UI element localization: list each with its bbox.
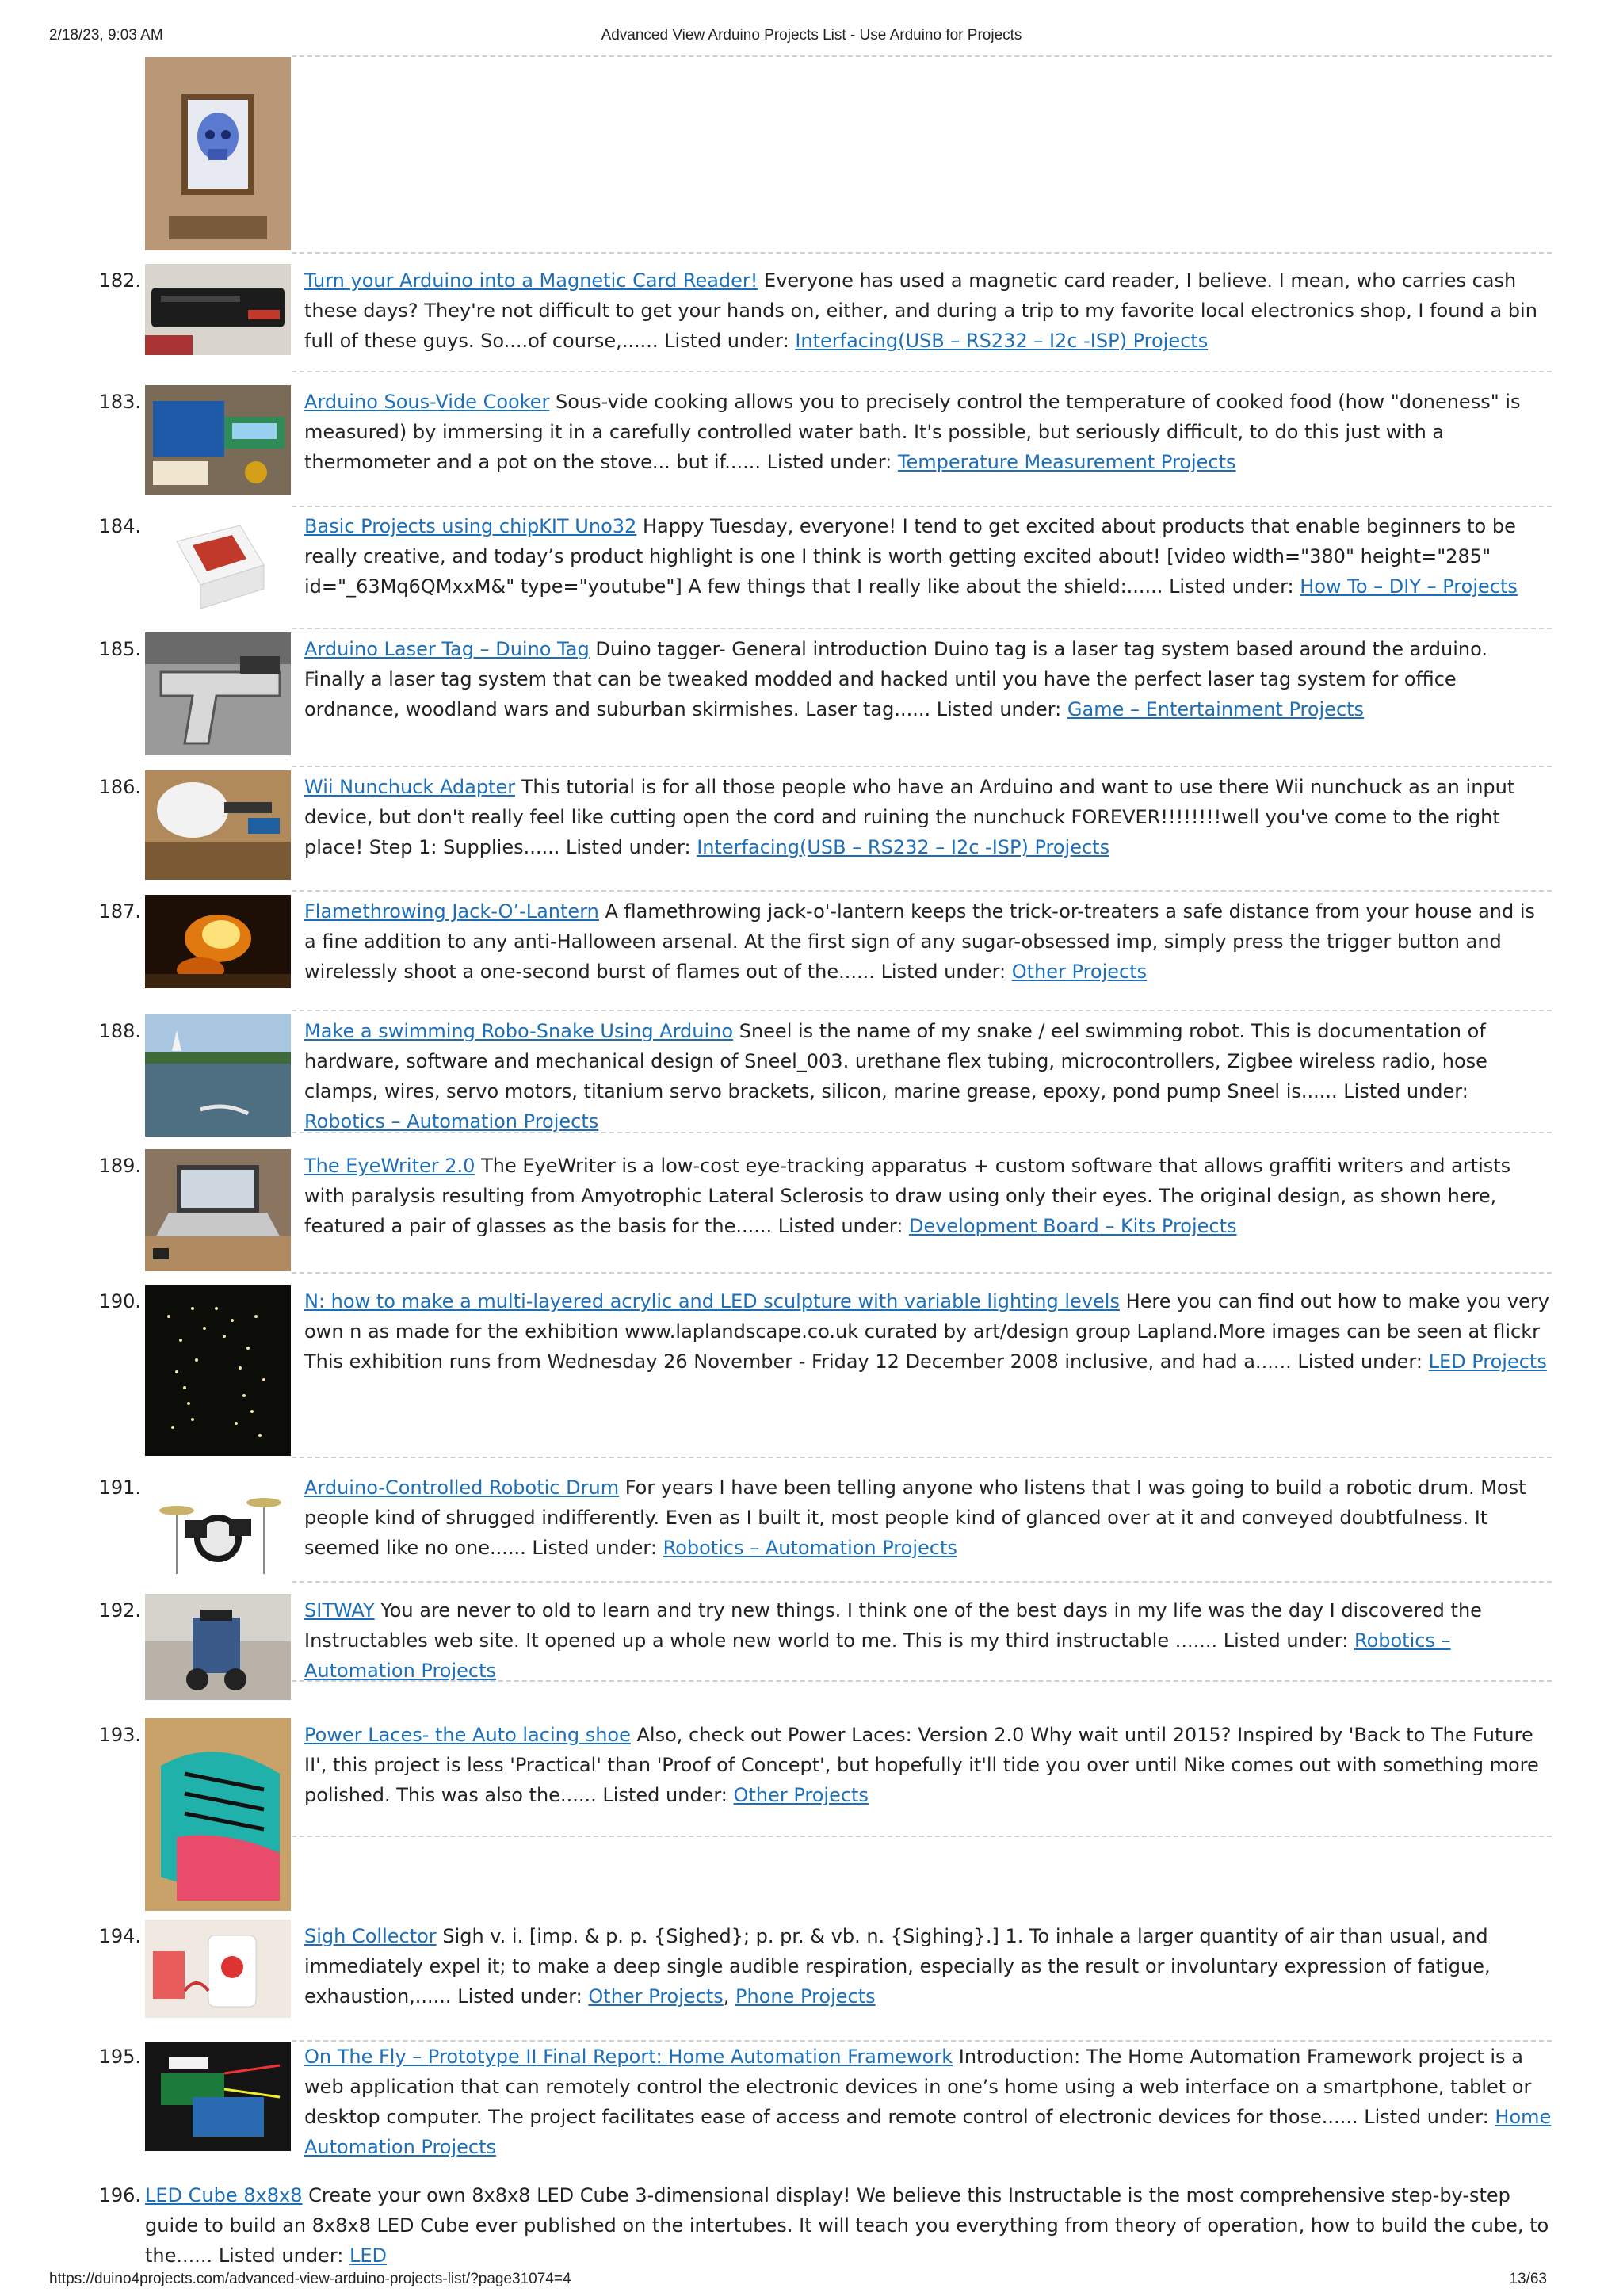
entry-number: 188. bbox=[98, 1020, 141, 1042]
separator bbox=[292, 1010, 1552, 1011]
category-link[interactable]: Robotics – Automation Projects bbox=[304, 1629, 1451, 1682]
project-entry bbox=[304, 1595, 1552, 1686]
project-entry bbox=[304, 1720, 1552, 1810]
sigh-collector-thumbnail bbox=[145, 1920, 291, 2018]
listed-under-label: Listed under: bbox=[1297, 1350, 1423, 1373]
separator bbox=[292, 1836, 1552, 1837]
separator bbox=[292, 506, 1552, 507]
project-description: Also, check out Power Laces: Version 2.0 Why wait until 2015? Inspired by 'Back to The Future II', this project is less 'Practical' than 'Proof of Concept', but hopefully it'll tide you over until Nike comes out with something more polished. This was also the...... bbox=[304, 1724, 1539, 1806]
category-link[interactable]: Interfacing(USB – RS232 – I2c -ISP) Projects bbox=[795, 330, 1209, 352]
listed-under-label: Listed under: bbox=[602, 1784, 727, 1806]
eyewriter-thumbnail bbox=[145, 1149, 291, 1271]
category-link[interactable]: Game – Entertainment Projects bbox=[1067, 698, 1365, 720]
project-description: This tutorial is for all those people who have an Arduino and want to use there Wii nunchuck as an input device, but don't really feel like cutting open the cord and ruining the nunchuck FOREVER!!!!!!!!well you've come to the right place! Step 1: Supplies...... bbox=[304, 776, 1515, 858]
separator bbox=[292, 55, 1552, 57]
category-link[interactable]: Robotics – Automation Projects bbox=[663, 1537, 957, 1559]
separator bbox=[292, 1680, 1552, 1682]
project-title-link[interactable]: Turn your Arduino into a Magnetic Card Reader! bbox=[304, 269, 758, 292]
project-title-link[interactable]: The EyeWriter 2.0 bbox=[304, 1155, 475, 1177]
home-automation-thumbnail bbox=[145, 2042, 291, 2151]
category-link[interactable]: Phone Projects bbox=[735, 1985, 876, 2008]
entry-number: 190. bbox=[98, 1290, 141, 1312]
listed-under-label: Listed under: bbox=[532, 1537, 657, 1559]
project-title-link[interactable]: Flamethrowing Jack-O’-Lantern bbox=[304, 900, 599, 923]
category-link[interactable]: Development Board – Kits Projects bbox=[908, 1215, 1237, 1237]
project-description: Introduction: The Home Automation Framework project is a web application that can remotely control the electronic devices in one’s home using a web interface on a smartphone, tablet or desktop computer. The project facilitates ease of access and remote control of electronic devices for those...... bbox=[304, 2046, 1532, 2128]
project-title-link[interactable]: SITWAY bbox=[304, 1599, 375, 1622]
separator bbox=[292, 766, 1552, 767]
category-link[interactable]: LED Projects bbox=[1428, 1350, 1547, 1373]
project-description: The EyeWriter is a low-cost eye-tracking apparatus + custom software that allows graffiti writers and artists with paralysis resulting from Amyotrophic Lateral Sclerosis to draw using only their eyes. The original design, as shown here, featured a pair of glasses as the basis for the...... bbox=[304, 1155, 1511, 1237]
category-link[interactable]: Other Projects bbox=[588, 1985, 724, 2008]
project-entry bbox=[304, 634, 1552, 724]
project-description: For years I have been telling anyone who listens that I was going to build a robotic drum. Most people kind of shrugged indifferently. Even as I built it, most people kind of glanced over at it and conveyed doubtfulness. It seemed like no one...... bbox=[304, 1477, 1526, 1559]
listed-under-label: Listed under: bbox=[457, 1985, 582, 2008]
entry-number: 183. bbox=[98, 391, 141, 413]
sous-vide-thumbnail bbox=[145, 385, 291, 495]
category-link[interactable]: Other Projects bbox=[1011, 961, 1148, 983]
listed-under-label: Listed under: bbox=[777, 1215, 903, 1237]
listed-under-label: Listed under: bbox=[218, 2244, 344, 2267]
laser-tag-thumbnail bbox=[145, 632, 291, 755]
entry-number: 184. bbox=[98, 515, 141, 537]
category-link[interactable]: Temperature Measurement Projects bbox=[897, 451, 1236, 473]
listed-under-label: Listed under: bbox=[1364, 2106, 1489, 2128]
separator bbox=[292, 1272, 1552, 1274]
project-entry bbox=[304, 2042, 1552, 2162]
project-description: Sous-vide cooking allows you to precisely control the temperature of cooked food (how "doneness" is measured) by immersing it in a carefully controlled water bath. It's possible, but seriously difficult, to do this just with a thermometer and a pot on the stove... but if...... bbox=[304, 391, 1521, 473]
project-description: Sneel is the name of my snake / eel swimming robot. This is documentation of hardware, software and mechanical design of Sneel_003. urethane flex tubing, microcontrollers, Zigbee wireless radio, hose clamps, wires, servo motors, titanium servo brackets, silicon, marine grease, epoxy, pond pump Sneel is...... bbox=[304, 1020, 1487, 1102]
project-description: Here you can find out how to make you very own n as made for the exhibition www.laplandscape.co.uk curated by art/design group Lapland.More images can be seen at flickr This exhibition runs from Wednesday 26 November - Friday 12 December 2008 inclusive, and had a...... bbox=[304, 1290, 1549, 1373]
project-entry bbox=[145, 2180, 1553, 2271]
project-entry bbox=[304, 772, 1552, 862]
card-reader-thumbnail bbox=[145, 264, 291, 355]
project-description: Duino tagger- General introduction Duino tag is a laser tag system based around the arduino. Finally a laser tag system that can be tweaked modded and hacked until you have the perfect laser tag system for office ordnance, woodland wars and suburban skirmishes. Laser tag...... bbox=[304, 638, 1487, 720]
separator bbox=[292, 1132, 1552, 1133]
page-number: 13/63 bbox=[1509, 2271, 1547, 2287]
listed-under-label: Listed under: bbox=[1223, 1629, 1349, 1652]
separator bbox=[292, 371, 1552, 372]
separator bbox=[292, 1457, 1552, 1458]
entry-number: 182. bbox=[98, 269, 141, 292]
flamethrower-thumbnail bbox=[145, 895, 291, 988]
listed-under-label: Listed under: bbox=[1169, 575, 1294, 598]
separator bbox=[292, 628, 1552, 629]
project-description: Sigh v. i. [imp. & p. p. {Sighed}; p. pr. & vb. n. {Sighing}.] 1. To inhale a larger quantity of air than usual, and immediately expel it; to make a deep single audible respiration, especially as the result or involuntary expression of fatigue, exhaustion,...... bbox=[304, 1925, 1491, 2008]
separator bbox=[292, 890, 1552, 892]
project-title-link[interactable]: Make a swimming Robo-Snake Using Arduino bbox=[304, 1020, 734, 1042]
project-entry bbox=[304, 1473, 1552, 1563]
power-laces-thumbnail bbox=[145, 1718, 291, 1911]
project-entry bbox=[304, 1016, 1552, 1137]
project-title-link[interactable]: Basic Projects using chipKIT Uno32 bbox=[304, 515, 637, 537]
category-link[interactable]: Home Automation Projects bbox=[304, 2106, 1552, 2158]
listed-under-label: Listed under: bbox=[664, 330, 789, 352]
listed-under-label: Listed under: bbox=[936, 698, 1062, 720]
chipkit-thumbnail bbox=[145, 510, 291, 617]
project-title-link[interactable]: On The Fly – Prototype II Final Report: Home Automation Framework bbox=[304, 2046, 953, 2068]
skull-poster-thumbnail bbox=[145, 57, 291, 250]
entry-number: 187. bbox=[98, 900, 141, 923]
project-entry bbox=[304, 266, 1552, 356]
category-link[interactable]: How To – DIY – Projects bbox=[1300, 575, 1518, 598]
project-entry bbox=[304, 1286, 1552, 1377]
led-sculpture-thumbnail bbox=[145, 1285, 291, 1456]
project-title-link[interactable]: Sigh Collector bbox=[304, 1925, 437, 1947]
project-entry bbox=[304, 896, 1552, 987]
entry-number: 186. bbox=[98, 776, 141, 798]
category-link[interactable]: Other Projects bbox=[733, 1784, 869, 1806]
category-link[interactable]: Robotics – Automation Projects bbox=[304, 1110, 599, 1133]
robo-snake-thumbnail bbox=[145, 1014, 291, 1137]
project-title-link[interactable]: Arduino Laser Tag – Duino Tag bbox=[304, 638, 590, 660]
project-description: Happy Tuesday, everyone! I tend to get excited about products that enable beginners to be really creative, and today’s product highlight is one I think is worth getting excited about! [video width="380" height="285" id="_63Mq6QMxxM&" type="youtube"] A few things that I really like about the shield:...... bbox=[304, 515, 1516, 598]
robotic-drum-thumbnail bbox=[145, 1471, 291, 1579]
entry-number: 195. bbox=[98, 2046, 141, 2068]
entry-number: 191. bbox=[98, 1477, 141, 1499]
category-link[interactable]: LED bbox=[349, 2244, 388, 2267]
project-title-link[interactable]: N: how to make a multi-layered acrylic and LED sculpture with variable lighting levels bbox=[304, 1290, 1120, 1312]
listed-under-label: Listed under: bbox=[880, 961, 1006, 983]
print-url: https://duino4projects.com/advanced-view-arduino-projects-list/?page31074=4 bbox=[49, 2271, 571, 2287]
project-title-link[interactable]: Power Laces- the Auto lacing shoe bbox=[304, 1724, 631, 1746]
project-description: Create your own 8x8x8 LED Cube 3-dimensional display! We believe this Instructable is the most comprehensive step-by-step guide to build an 8x8x8 LED Cube ever published on the intertubes. It will teach you everything from theory of operation, how to build the cube, to the...... bbox=[145, 2184, 1549, 2267]
entry-number: 192. bbox=[98, 1599, 141, 1622]
listed-under-label: Listed under: bbox=[566, 836, 691, 858]
project-title-link[interactable]: Arduino Sous-Vide Cooker bbox=[304, 391, 550, 413]
nunchuck-thumbnail bbox=[145, 770, 291, 880]
project-entry bbox=[304, 511, 1552, 602]
project-description: A flamethrowing jack-o'-lantern keeps the trick-or-treaters a safe distance from your house and is a fine addition to any anti-Halloween arsenal. At the first sign of any sugar-obsessed imp, simply press the trigger button and wirelessly shoot a one-second burst of flames out of the...... bbox=[304, 900, 1536, 983]
sitway-thumbnail bbox=[145, 1594, 291, 1700]
separator bbox=[292, 252, 1552, 254]
project-entry bbox=[304, 1921, 1552, 2011]
print-page-title: Advanced View Arduino Projects List - Use Arduino for Projects bbox=[601, 27, 1022, 44]
project-description: You are never to old to learn and try new things. I think one of the best days in my life was the day I discovered the Instructables web site. It opened up a whole new world to me. This is my third instructable ....... bbox=[304, 1599, 1482, 1652]
project-description: Everyone has used a magnetic card reader, I believe. I mean, who carries cash these days? They're not difficult to get your hands on, either, and during a trip to my favorite local electronics shop, I found a bin full of these guys. So....of course,...... bbox=[304, 269, 1537, 352]
project-title-link[interactable]: Arduino-Controlled Robotic Drum bbox=[304, 1477, 620, 1499]
entry-number: 196. bbox=[98, 2184, 141, 2206]
listed-under-label: Listed under: bbox=[766, 451, 892, 473]
print-date: 2/18/23, 9:03 AM bbox=[49, 27, 163, 44]
entry-number: 185. bbox=[98, 638, 141, 660]
entry-number: 193. bbox=[98, 1724, 141, 1746]
category-link[interactable]: Interfacing(USB – RS232 – I2c -ISP) Projects bbox=[697, 836, 1110, 858]
listed-under-label: Listed under: bbox=[1343, 1080, 1468, 1102]
category-separator: , bbox=[723, 1985, 736, 2008]
project-entry bbox=[304, 1151, 1552, 1241]
project-title-link[interactable]: LED Cube 8x8x8 bbox=[145, 2184, 303, 2206]
entry-number: 194. bbox=[98, 1925, 141, 1947]
project-entry bbox=[304, 387, 1552, 477]
project-title-link[interactable]: Wii Nunchuck Adapter bbox=[304, 776, 516, 798]
separator bbox=[292, 1581, 1552, 1583]
entry-number: 189. bbox=[98, 1155, 141, 1177]
